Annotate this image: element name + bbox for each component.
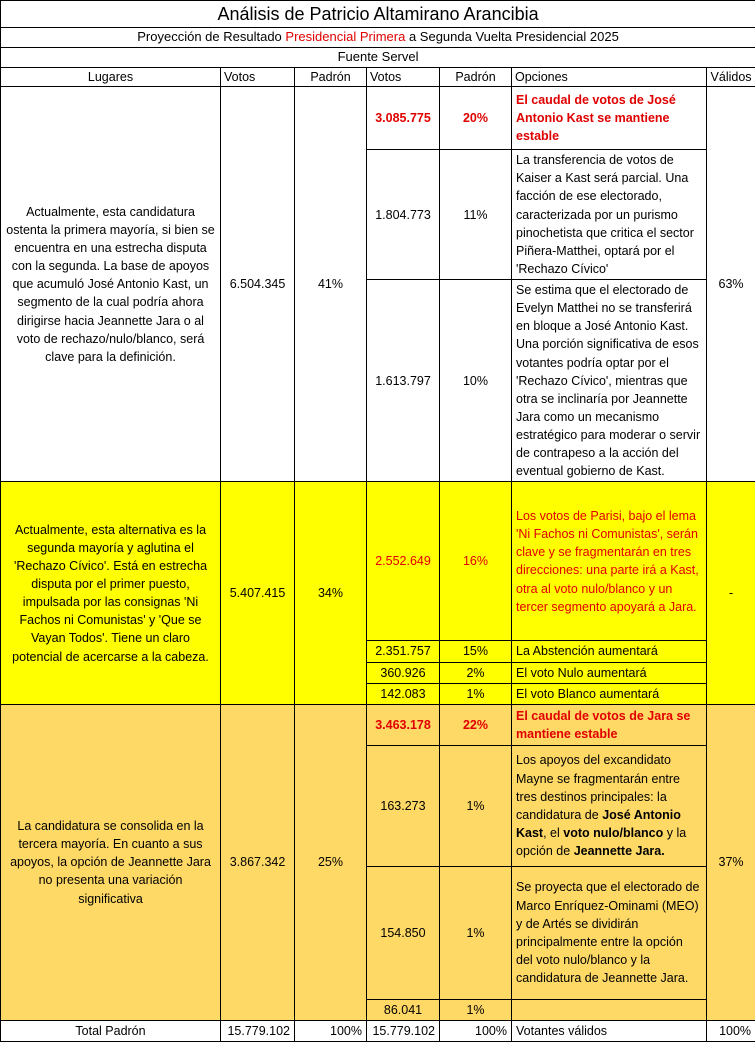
header-opciones: Opciones [512,68,707,87]
row-option: Se estima que el electorado de Evelyn Matthei no se transferirá en bloque a José Antonio Kast. Una porción significativa de esos votantes podría optar por el 'Rechazo Cívico', mientras que otra se inclinaría por Jeannette Jara como un mecanismo estratégico para moderar o servir de contrapeso a la acción del eventual gobierno de Kast. [512,280,707,482]
section-description: Actualmente, esta candidatura ostenta la primera mayoría, si bien se encuentra en una estrecha disputa con la segunda. La base de apoyos que acumuló José Antonio Kast, un segmento de la cual podría ahora dirigirse hacia Jeannette Jara o al voto de rechazo/nulo/blanco, será clave para la definición. [1,87,221,482]
section-padron: 25% [295,704,367,1020]
row-padron: 15% [440,641,512,662]
row-padron: 1% [440,999,512,1020]
row-votes: 2.351.757 [367,641,440,662]
section-votes: 3.867.342 [221,704,295,1020]
header-votos-1: Votos [221,68,295,87]
row-option [512,745,707,866]
row-votes: 360.926 [367,662,440,683]
header-padron-1: Padrón [295,68,367,87]
row-option: La transferencia de votos de Kaiser a Kast será parcial. Una facción de ese electorado, caracterizada por un purismo pinochetista que critica el sector Piñera-Matthei, optará por el 'Rechazo Cívico' [512,150,707,280]
option-bold: Jeannette Jara. [574,844,665,858]
total-label: Total Padrón [1,1020,221,1041]
row-option: Se proyecta que el electorado de Marco Enríquez-Ominami (MEO) y de Artés se dividirán principalmente entre la opción del voto nulo/blanco y la candidatura de Jeannette Jara. [512,866,707,999]
total-padron-1: 100% [295,1020,367,1041]
total-votes-1: 15.779.102 [221,1020,295,1041]
row-votes: 1.613.797 [367,280,440,482]
source-label: Fuente Servel [1,48,755,68]
header-row [1,68,755,87]
row-votes: 2.552.649 [367,482,440,641]
row-padron: 1% [440,745,512,866]
row-votes: 3.085.775 [367,87,440,150]
section-validos: 63% [707,87,755,482]
section-validos: - [707,482,755,704]
row-option: Los votos de Parisi, bajo el lema 'Ni Fachos ni Comunistas', serán clave y se fragmentarán en tres direcciones: una parte irá a Kast, otra al voto nulo/blanco y un tercer segmento apoyará a Jara. [512,482,707,641]
total-votes-2: 15.779.102 [367,1020,440,1041]
section-description: La candidatura se consolida en la tercera mayoría. En cuanto a sus apoyos, la opción de Jeannette Jara no presenta una variación significativa [1,704,221,1020]
row-padron: 22% [440,704,512,745]
header-lugares: Lugares [1,68,221,87]
row-padron: 1% [440,866,512,999]
section-validos: 37% [707,704,755,1020]
option-text: Los apoyos del excandidato Mayne se fragmentarán entre tres destinos principales: la candidatura de [516,753,680,821]
section-padron: 41% [295,87,367,482]
row-option: La Abstención aumentará [512,641,707,662]
row-votes: 142.083 [367,683,440,704]
section-padron: 34% [295,482,367,704]
row-padron: 10% [440,280,512,482]
row-votes: 3.463.178 [367,704,440,745]
row-votes: 1.804.773 [367,150,440,280]
row-votes: 86.041 [367,999,440,1020]
total-option: Votantes válidos [512,1020,707,1041]
option-text: y la opción de [516,826,686,858]
section-description: Actualmente, esta alternativa es la segunda mayoría y aglutina el 'Rechazo Cívico'. Está en estrecha disputa por el primer puesto, impulsada por las consignas 'Ni Fachos ni Comunistas' y 'Que se Vayan Todos'. Tiene un claro potencial de acercarse a la cabeza. [1,482,221,704]
option-text: , el [543,826,563,840]
row-option [512,999,707,1020]
option-bold: José Antonio Kast [516,808,681,840]
total-padron-2: 100% [440,1020,512,1041]
row-padron: 20% [440,87,512,150]
option-bold: voto nulo/blanco [563,826,663,840]
row-option: El voto Nulo aumentará [512,662,707,683]
table-row [1,482,755,641]
subtitle-highlight: Presidencial Primera [285,29,405,44]
row-votes: 154.850 [367,866,440,999]
subtitle-prefix: Proyección de Resultado [137,29,285,44]
section-votes: 5.407.415 [221,482,295,704]
row-padron: 11% [440,150,512,280]
row-option: El voto Blanco aumentará [512,683,707,704]
row-option: El caudal de votos de Jara se mantiene estable [512,704,707,745]
row-padron: 1% [440,683,512,704]
page-title: Análisis de Patricio Altamirano Arancibia [1,1,755,28]
total-validos: 100% [707,1020,755,1041]
row-padron: 2% [440,662,512,683]
section-votes: 6.504.345 [221,87,295,482]
subtitle [1,28,755,48]
table-row [1,87,755,150]
row-votes: 163.273 [367,745,440,866]
table-row [1,704,755,745]
header-padron-2: Padrón [440,68,512,87]
row-option: El caudal de votos de José Antonio Kast se mantiene estable [512,87,707,150]
subtitle-suffix: a Segunda Vuelta Presidencial 2025 [405,29,618,44]
row-padron: 16% [440,482,512,641]
header-validos: Válidos [707,68,755,87]
header-votos-2: Votos [367,68,440,87]
